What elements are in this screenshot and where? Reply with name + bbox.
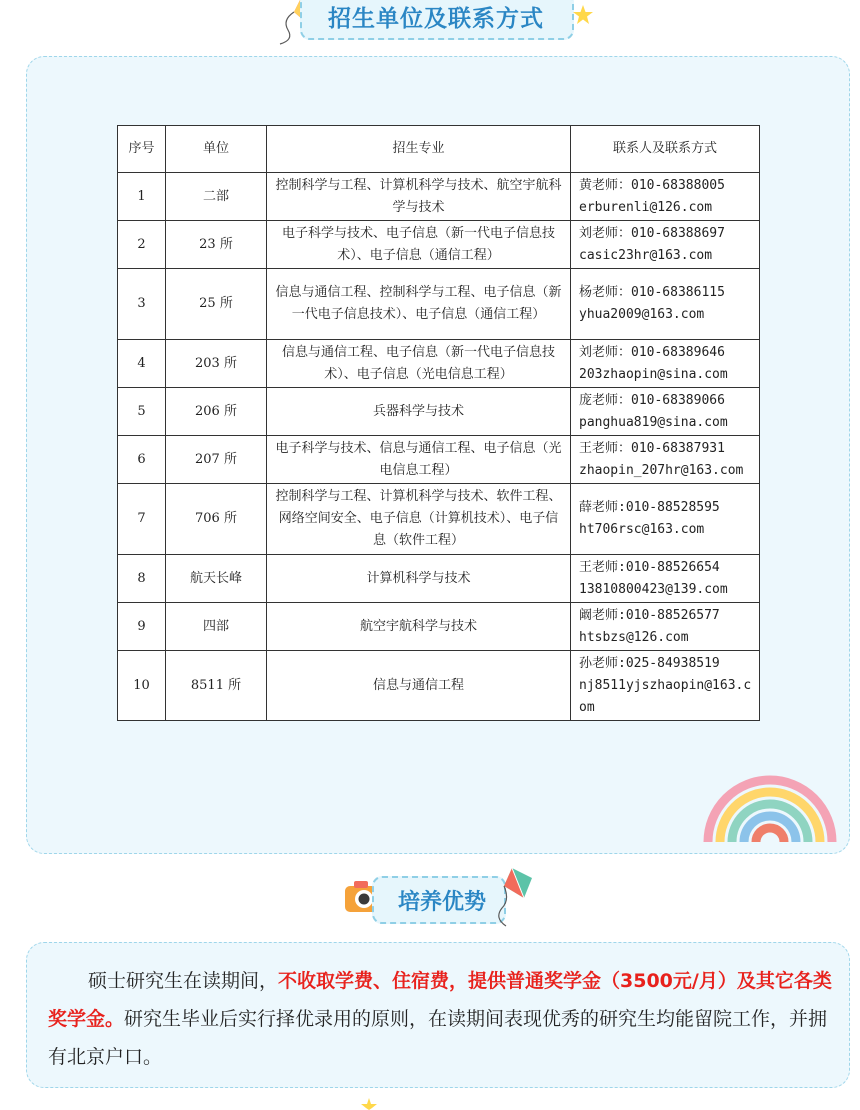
row-contact — [571, 269, 760, 340]
row-no: 9 — [118, 603, 166, 651]
header-no: 序号 — [118, 126, 166, 173]
row-no: 8 — [118, 555, 166, 603]
table-row — [118, 173, 760, 221]
row-contact — [571, 388, 760, 436]
row-unit: 23 所 — [166, 221, 267, 269]
row-no: 6 — [118, 436, 166, 484]
contact-email: 13810800423@139.com — [579, 581, 728, 597]
row-unit: 706 所 — [166, 484, 267, 555]
training-paragraph — [48, 962, 834, 1076]
row-contact — [571, 651, 760, 721]
contact-phone: 刘老师：010-68388697 — [579, 225, 725, 241]
contact-email: ht706rsc@163.com — [579, 522, 705, 537]
contact-phone: 薛老师:010-88528595 — [579, 500, 720, 515]
row-major: 控制科学与工程、计算机科学与技术、航空宇航科学与技术 — [267, 173, 571, 221]
row-major: 航空宇航科学与技术 — [267, 603, 571, 651]
table-header-row — [118, 126, 760, 173]
row-unit: 203 所 — [166, 340, 267, 388]
section-title: 培养优势 — [398, 890, 487, 915]
star-icon — [360, 1098, 378, 1110]
table-row — [118, 388, 760, 436]
header-unit: 单位 — [166, 126, 267, 173]
row-major: 信息与通信工程 — [267, 651, 571, 721]
row-major: 电子科学与技术、信息与通信工程、电子信息（光电信息工程） — [267, 436, 571, 484]
table-row — [118, 221, 760, 269]
row-major: 信息与通信工程、控制科学与工程、电子信息（新一代电子信息技术）、电子信息（通信工程） — [267, 269, 571, 340]
row-major: 控制科学与工程、计算机科学与技术、软件工程、网络空间安全、电子信息（计算机技术）、电子信息（软件工程） — [267, 484, 571, 555]
table-row — [118, 436, 760, 484]
row-no: 3 — [118, 269, 166, 340]
contact-email: casic23hr@163.com — [579, 247, 713, 263]
row-unit: 二部 — [166, 173, 267, 221]
row-major: 计算机科学与技术 — [267, 555, 571, 603]
paragraph-text: 研究生毕业后实行择优录用的原则，在读期间表现优秀的研究生均能留院工作，并拥有北京户口。 — [48, 1008, 828, 1068]
row-unit: 航天长峰 — [166, 555, 267, 603]
contact-email: htsbzs@126.com — [579, 629, 689, 645]
row-contact — [571, 221, 760, 269]
contact-phone: 刘老师：010-68389646 — [579, 344, 725, 360]
contact-email: 203zhaopin@sina.com — [579, 366, 728, 382]
row-no: 2 — [118, 221, 166, 269]
row-major: 信息与通信工程、电子信息（新一代电子信息技术）、电子信息（光电信息工程） — [267, 340, 571, 388]
contact-email: nj8511yjszhaopin@163.com — [579, 677, 752, 715]
row-unit: 四部 — [166, 603, 267, 651]
highlight-text: 不收取学费、住宿费，提供普通奖学金（3500元/月）及其它各类奖学金。 — [48, 970, 832, 1030]
contact-email: erburenli@126.com — [579, 199, 713, 215]
row-contact — [571, 173, 760, 221]
contact-phone: 庞老师：010-68389066 — [579, 392, 725, 408]
row-no: 10 — [118, 651, 166, 721]
table-row — [118, 269, 760, 340]
table-row — [118, 651, 760, 721]
contact-email: zhaopin_207hr@163.com — [579, 462, 744, 478]
row-contact — [571, 484, 760, 555]
rainbow-icon — [700, 758, 840, 842]
contact-email: panghua819@sina.com — [579, 414, 728, 430]
kite-icon — [490, 866, 536, 928]
table-row — [118, 340, 760, 388]
row-major: 兵器科学与技术 — [267, 388, 571, 436]
row-unit: 25 所 — [166, 269, 267, 340]
table-row — [118, 603, 760, 651]
header-contact: 联系人及联系方式 — [571, 126, 760, 173]
contact-phone: 阚老师:010-88526577 — [579, 607, 720, 623]
row-unit: 206 所 — [166, 388, 267, 436]
row-no: 4 — [118, 340, 166, 388]
table-row — [118, 555, 760, 603]
row-contact — [571, 555, 760, 603]
row-contact — [571, 340, 760, 388]
contact-phone: 孙老师:025-84938519 — [579, 655, 720, 671]
recruit-table — [117, 125, 760, 721]
contact-phone: 杨老师：010-68386115 — [579, 285, 725, 300]
star-icon — [572, 4, 594, 26]
row-no: 5 — [118, 388, 166, 436]
contact-email: yhua2009@163.com — [579, 307, 705, 322]
row-contact — [571, 436, 760, 484]
row-unit: 8511 所 — [166, 651, 267, 721]
contact-phone: 王老师:010-88526654 — [579, 559, 720, 575]
row-major: 电子科学与技术、电子信息（新一代电子信息技术）、电子信息（通信工程） — [267, 221, 571, 269]
header-major: 招生专业 — [267, 126, 571, 173]
section-header-training — [372, 876, 506, 924]
paragraph-text: 硕士研究生在读期间， — [88, 970, 279, 992]
contact-phone: 黄老师：010-68388005 — [579, 177, 725, 193]
row-no: 1 — [118, 173, 166, 221]
row-no: 7 — [118, 484, 166, 555]
row-contact — [571, 603, 760, 651]
row-unit: 207 所 — [166, 436, 267, 484]
contact-phone: 王老师：010-68387931 — [579, 440, 725, 456]
section-title: 招生单位及联系方式 — [328, 6, 544, 32]
table-row — [118, 484, 760, 555]
section-header-recruit-units — [300, 0, 574, 40]
